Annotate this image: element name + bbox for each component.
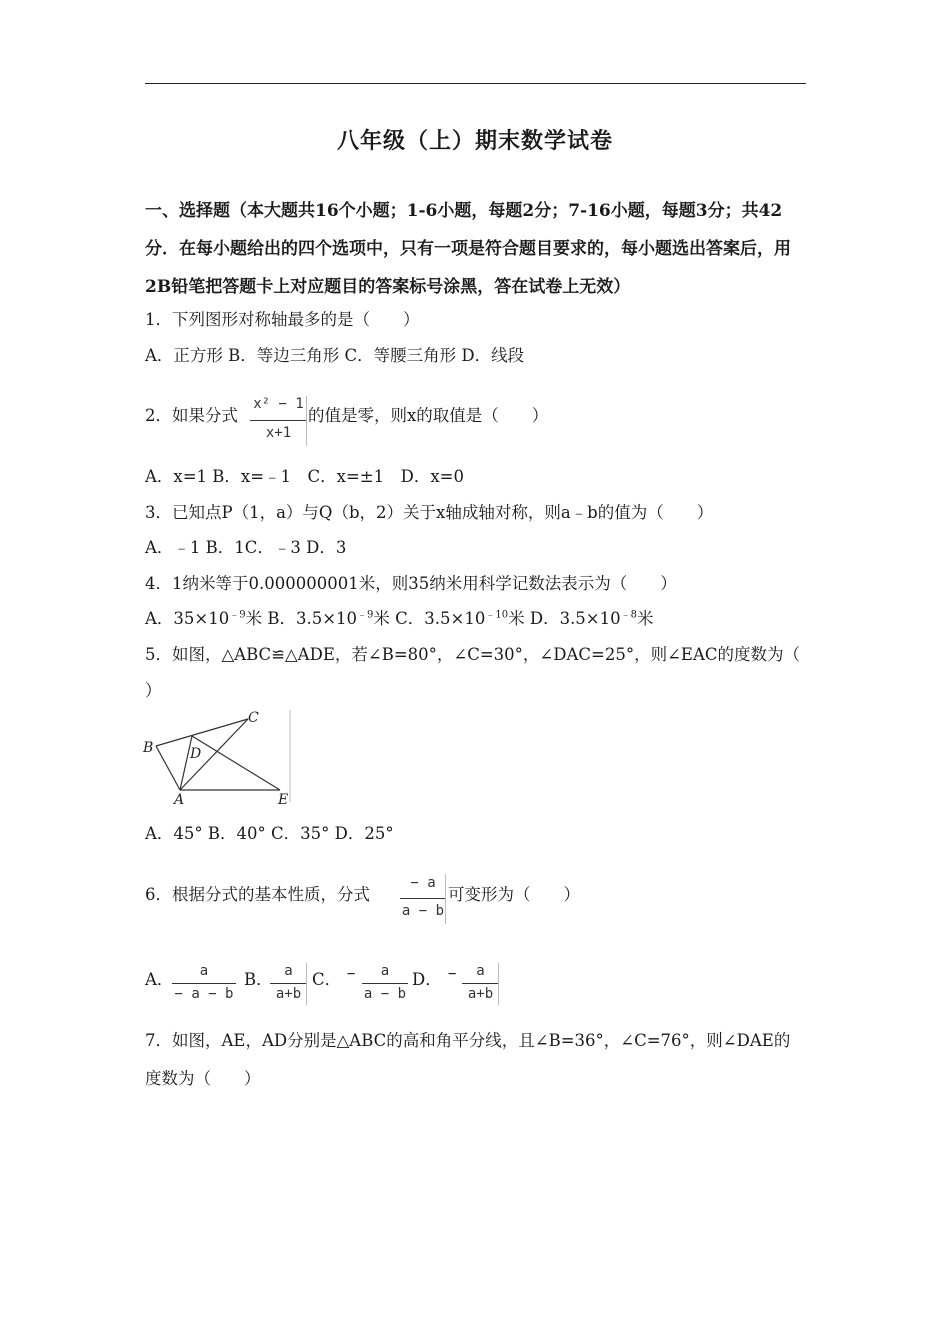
q4-unit-b: 米 C．3.5×10 bbox=[373, 609, 486, 628]
q6-opt-a-numerator: a bbox=[199, 963, 209, 979]
segment-ba bbox=[156, 746, 180, 790]
fraction-bar bbox=[172, 983, 236, 984]
q6-opt-a-denominator: − a − b bbox=[174, 986, 234, 1002]
q2-frac-denominator: x+1 bbox=[265, 425, 292, 441]
q5-options: A．45° B．40° C．35° D．25° bbox=[145, 824, 394, 843]
q2-frac-numerator: x² − 1 bbox=[253, 396, 304, 412]
q6-frac-numerator: − a bbox=[410, 875, 436, 891]
fraction-bar bbox=[250, 420, 307, 421]
q4-exp-d: ﹣8 bbox=[620, 609, 638, 621]
fraction-bar bbox=[400, 898, 446, 899]
q6-opt-c-denominator: a − b bbox=[363, 986, 407, 1002]
section-heading: 一、选择题（本大题共16个小题；1-6小题，每题2分；7-16小题，每题3分；共42分．在每小题给出的四个选项中，只有一项是符合题目要求的，每小题选出答案后，用2B铅笔把答题卡上对应题目的答案标号涂黑，答在试卷上无效） bbox=[145, 201, 791, 297]
q6-opt-a-label: A． bbox=[145, 970, 174, 989]
q4-exp-b: ﹣9 bbox=[357, 609, 374, 621]
q2-stem-after: 的值是零，则x的取值是（ ） bbox=[308, 406, 549, 425]
q4-exp-c: ﹣10 bbox=[485, 609, 509, 621]
q2-stem-before: 2．如果分式 bbox=[145, 406, 238, 425]
label-a: A bbox=[174, 792, 185, 806]
q3-stem: 3．已知点P（1，a）与Q（b，2）关于x轴成轴对称，则a﹣b的值为（ ） bbox=[145, 503, 714, 522]
q4-unit-d: 米 bbox=[637, 609, 654, 628]
q4-opt-a: A．35×10 bbox=[145, 609, 230, 628]
q4-unit-c: 米 D．3.5×10 bbox=[508, 609, 621, 628]
q5-triangle-figure bbox=[140, 706, 295, 806]
q6-opt-d-fraction bbox=[462, 963, 499, 1005]
fraction-edge bbox=[498, 963, 499, 1005]
q5-stem-line1: 5．如图，△ABC≌△ADE，若∠B=80°，∠C=30°，∠DAC=25°，则∠EAC的度数为（ bbox=[145, 645, 800, 664]
q6-fraction bbox=[400, 874, 446, 924]
segment-ad bbox=[180, 736, 192, 790]
q5-stem-line2: ） bbox=[145, 681, 162, 700]
q6-opt-d-numerator: a bbox=[476, 963, 485, 979]
label-b: B bbox=[143, 740, 154, 756]
q6-opt-d-denominator: a+b bbox=[467, 986, 494, 1002]
header-rule bbox=[145, 83, 806, 84]
q2-fraction bbox=[250, 396, 307, 446]
q6-opt-c-numerator: a bbox=[380, 963, 390, 979]
fraction-bar bbox=[362, 983, 408, 984]
q6-opt-b-denominator: a+b bbox=[275, 986, 302, 1002]
q6-stem-after: 可变形为（ ） bbox=[448, 885, 580, 904]
fraction-edge bbox=[306, 396, 307, 446]
q4-stem: 4．1纳米等于0.000000001米，则35纳米用科学记数法表示为（ ） bbox=[145, 574, 677, 593]
q1-stem: 1．下列图形对称轴最多的是（ ） bbox=[145, 310, 420, 329]
fraction-bar bbox=[462, 983, 499, 984]
q6-opt-d-label: D． bbox=[412, 970, 442, 989]
fraction-edge bbox=[306, 963, 307, 1005]
q7-stem-line2: 度数为（ ） bbox=[145, 1069, 261, 1088]
q6-frac-denominator: a − b bbox=[401, 903, 445, 919]
label-c: C bbox=[248, 710, 259, 726]
q4-exp-a: ﹣9 bbox=[229, 609, 246, 621]
q6-stem-before: 6．根据分式的基本性质，分式 bbox=[145, 885, 370, 904]
q6-opt-b-numerator: a bbox=[284, 963, 293, 979]
q7-stem-line1: 7．如图，AE，AD分别是△ABC的高和角平分线，且∠B=36°，∠C=76°，则∠DAE的 bbox=[145, 1031, 791, 1050]
q6-opt-c-sign: − bbox=[347, 966, 356, 982]
q1-options: A．正方形 B．等边三角形 C．等腰三角形 D．线段 bbox=[145, 346, 525, 365]
q6-opt-b-label: B． bbox=[244, 970, 273, 989]
q6-opt-c-fraction bbox=[362, 963, 408, 1005]
label-e: E bbox=[278, 792, 289, 806]
q6-opt-b-fraction bbox=[270, 963, 307, 1005]
q4-options bbox=[145, 605, 654, 629]
label-d: D bbox=[190, 746, 202, 762]
page-title: 八年级（上）期末数学试卷 bbox=[336, 128, 613, 154]
fraction-bar bbox=[270, 983, 307, 984]
q2-options: A．x=1 B．x=﹣1 C．x=±1 D．x=0 bbox=[145, 467, 464, 486]
q3-options: A．﹣1 B．1C．﹣3 D．3 bbox=[145, 538, 347, 557]
q6-opt-c-label: C． bbox=[312, 970, 342, 989]
q6-opt-d-sign: − bbox=[448, 966, 457, 982]
q6-opt-a-fraction bbox=[172, 963, 236, 1005]
q4-unit-a: 米 B．3.5×10 bbox=[245, 609, 358, 628]
fraction-edge bbox=[445, 874, 446, 924]
